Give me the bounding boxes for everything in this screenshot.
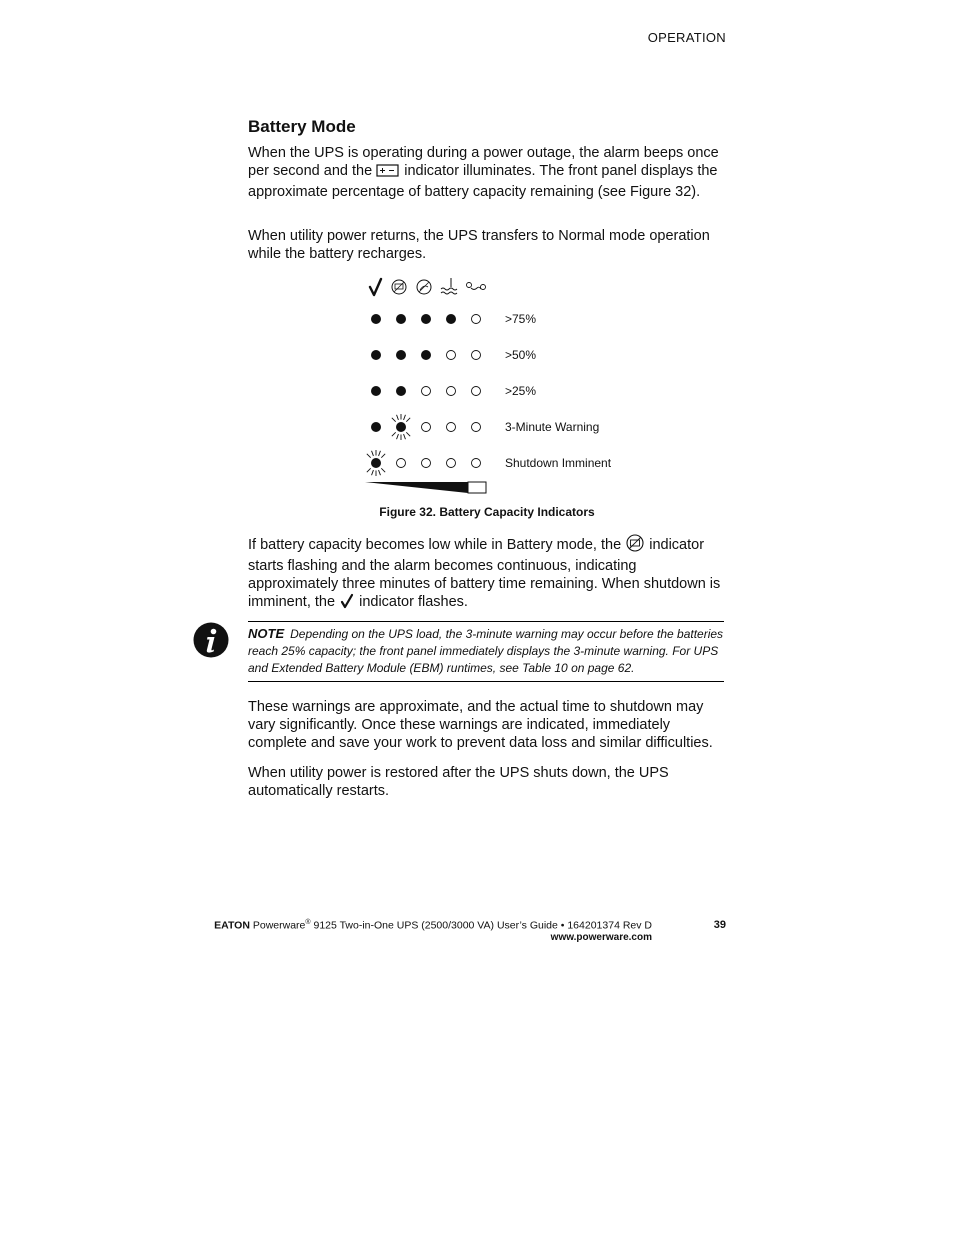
- led-off: [472, 459, 481, 468]
- fault-icon: [467, 283, 486, 290]
- flash-ray: [406, 418, 410, 422]
- flash-ray: [367, 468, 371, 472]
- capacity-label: >25%: [505, 384, 537, 398]
- led-on: [371, 350, 381, 360]
- paragraph-battery-mode-intro: [248, 144, 730, 201]
- note-label: NOTE: [248, 626, 285, 641]
- led-off: [422, 423, 431, 432]
- capacity-wedge: [365, 482, 486, 493]
- bypass-icon: [441, 278, 457, 294]
- led-off: [472, 387, 481, 396]
- flash-ray: [404, 434, 406, 439]
- led-off: [472, 315, 481, 324]
- paragraph-text: When the UPS is operating during a power outage, the alarm beeps once per second and the: [248, 145, 719, 179]
- running-header: OPERATION: [647, 30, 726, 45]
- section-title: Battery Mode: [248, 117, 356, 136]
- flash-ray: [392, 418, 396, 422]
- led-on: [396, 314, 406, 324]
- footer-url: www.powerware.com: [550, 932, 652, 943]
- flash-ray: [381, 454, 385, 458]
- flash-ray: [367, 454, 371, 458]
- capacity-label: 3-Minute Warning: [505, 420, 600, 434]
- flash-ray: [404, 415, 406, 420]
- flash-ray: [379, 451, 381, 456]
- paragraph-text: indicator starts flashing and the alarm becomes continuous, indicating approximately three minutes of battery time remaining. When shutdown is imminent, the: [248, 537, 721, 610]
- footer-product: Powerware: [252, 919, 306, 932]
- flash-ray: [392, 432, 396, 436]
- led-off: [422, 459, 431, 468]
- footer-title: [206, 919, 652, 932]
- footer-brand: EATON: [214, 919, 250, 932]
- flash-ray: [397, 415, 399, 420]
- led-on: [421, 314, 431, 324]
- led-off: [447, 351, 456, 360]
- capacity-label: >75%: [505, 312, 537, 326]
- paragraph-low-battery: [248, 534, 730, 614]
- checkmark-icon: [370, 279, 381, 295]
- led-on: [446, 314, 456, 324]
- flash-ray: [372, 451, 374, 456]
- flash-ray: [372, 470, 374, 475]
- led-on: [371, 314, 381, 324]
- paragraph-auto-restart: When utility power is restored after the UPS shuts down, the UPS automatically restarts.: [248, 765, 669, 799]
- led-off: [397, 459, 406, 468]
- led-on: [371, 386, 381, 396]
- paragraph-warnings-approximate: These warnings are approximate, and the actual time to shutdown may vary significantly. Once these warnings are indicated, immediately complete and save your work to prevent data loss and similar difficulties.: [248, 699, 713, 751]
- overload-circle-icon: [417, 280, 431, 294]
- flash-ray: [397, 434, 399, 439]
- battery-capacity-figure: [360, 275, 620, 505]
- battery-circle-icon: [392, 280, 406, 294]
- led-off: [447, 423, 456, 432]
- footer-document-title: 9125 Two-in-One UPS (2500/3000 VA) User’s Guide • 164201374 Rev D: [310, 919, 652, 932]
- page-number: 39: [713, 919, 726, 931]
- battery-icon: [376, 163, 400, 183]
- note-box: [248, 621, 724, 682]
- led-on: [421, 350, 431, 360]
- led-off: [472, 351, 481, 360]
- led-off: [472, 423, 481, 432]
- led-on: [396, 350, 406, 360]
- checkmark-icon: [339, 593, 355, 614]
- battery-circle-icon: [625, 534, 645, 557]
- footer-registered: ®: [305, 919, 311, 926]
- figure-caption: Figure 32. Battery Capacity Indicators: [379, 505, 595, 519]
- led-flashing: [371, 458, 381, 468]
- led-flashing: [396, 422, 406, 432]
- paragraph-text: indicator illuminates. The front panel displays the approximate percentage of battery capacity remaining (see Figure 32).: [248, 163, 718, 200]
- flash-ray: [379, 470, 381, 475]
- led-grid: [367, 312, 612, 476]
- note-text: Depending on the UPS load, the 3-minute warning may occur before the batteries reach 25% capacity; the front panel immediately displays the 3-minute warning. For UPS and Extended Battery Module (EBM) runtimes, see Table 10 on page 62.: [248, 627, 724, 675]
- capacity-label: Shutdown Imminent: [505, 456, 612, 470]
- capacity-label: >50%: [505, 348, 537, 362]
- flash-ray: [381, 468, 385, 472]
- led-on: [371, 422, 381, 432]
- led-off: [422, 387, 431, 396]
- led-on: [396, 386, 406, 396]
- led-off: [447, 459, 456, 468]
- paragraph-text: indicator flashes.: [359, 594, 468, 610]
- paragraph-text: If battery capacity becomes low while in Battery mode, the: [248, 537, 622, 553]
- note-text-block: [248, 625, 724, 677]
- led-off: [447, 387, 456, 396]
- paragraph-utility-returns: When utility power returns, the UPS transfers to Normal mode operation while the battery recharges.: [248, 228, 710, 262]
- flash-ray: [406, 432, 410, 436]
- info-icon: [193, 622, 229, 663]
